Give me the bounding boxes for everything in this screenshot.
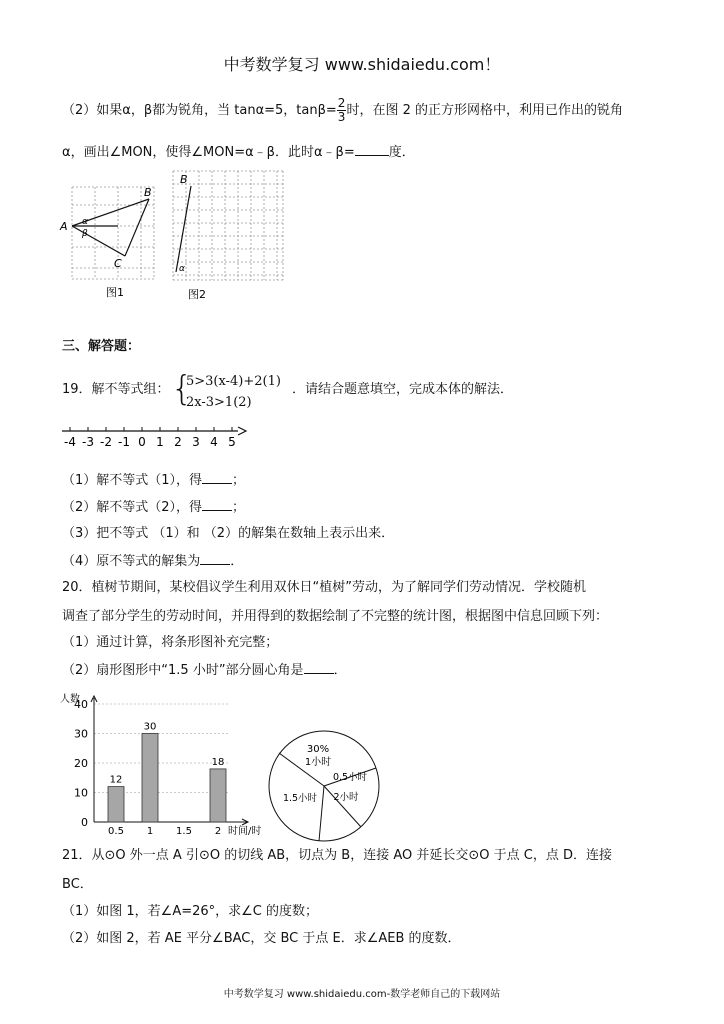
figure-1 — [58, 183, 168, 303]
fig1-label-beta: β — [82, 229, 88, 239]
fig2-ray — [176, 186, 191, 272]
bar-value-label: 18 — [211, 756, 225, 768]
number-line-label: -3 — [82, 435, 94, 449]
tan-beta-fraction — [337, 97, 347, 124]
bar-chart — [58, 688, 278, 838]
fig1-label-b: B — [144, 186, 152, 199]
q19-step4-text: （4）原不等式的解集为 — [62, 554, 201, 569]
inequality-1: 5>3(x-4)+2(1) — [186, 374, 281, 389]
pie-slice-label: 30% — [306, 744, 330, 755]
fig1-label-a: A — [60, 220, 68, 233]
q18-part2-text-d: 度． — [388, 145, 415, 160]
bar — [142, 734, 158, 823]
fig1-label-c: C — [114, 257, 122, 270]
bar — [108, 787, 124, 822]
number-line-label: 0 — [138, 435, 146, 449]
q19-stem: 19．解不等式组： — [62, 382, 170, 397]
fig1-label-alpha: α — [82, 217, 88, 227]
q20-part1: （1）通过计算，将条形图补充完整； — [62, 635, 279, 650]
q18-part2-line1 — [62, 97, 623, 124]
number-line — [60, 424, 250, 454]
number-line-label: -4 — [64, 435, 76, 449]
number-line-label: -2 — [100, 435, 112, 449]
answer-blank — [202, 498, 232, 511]
fraction-numerator: 2 — [337, 96, 346, 110]
fraction-denominator: 3 — [337, 110, 346, 124]
y-axis-label: 人数 — [60, 694, 80, 705]
q20-part2 — [62, 661, 347, 680]
fig1-caption: 图1 — [106, 286, 124, 299]
fig2-grid — [173, 171, 283, 280]
q20-line1: 20．植树节期间，某校倡议学生利用双休日“植树”劳动，为了解同学们劳动情况．学校随机 — [62, 580, 587, 595]
q21-line2: BC． — [62, 877, 93, 892]
answer-blank — [202, 471, 232, 484]
q19-step2-text: （2）解不等式（2），得 — [62, 500, 203, 515]
section-title: 三、解答题： — [62, 339, 141, 354]
y-tick-label: 0 — [81, 816, 88, 829]
q18-part2-line2 — [62, 143, 415, 162]
q19-step1-text: （1）解不等式（1），得 — [62, 473, 203, 488]
pie-slice-sublabel: 1小时 — [304, 757, 332, 768]
q21-part2: （2）如图 2，若 AE 平分∠BAC，交 BC 于点 E．求∠AEB 的度数． — [62, 931, 461, 946]
bar — [210, 769, 226, 822]
q21-part1: （1）如图 1，若∠A=26°，求∠C 的度数； — [62, 904, 319, 919]
q21-line1: 21．从⊙O 外一点 A 引⊙O 的切线 AB，切点为 B，连接 AO 并延长交⊙O 于点 C，点 D．连接 — [62, 848, 612, 863]
pie-slice-label: 1.5小时 — [282, 793, 318, 804]
page-header: 中考数学复习 www.shidaiedu.com！ — [223, 55, 501, 74]
answer-blank — [200, 552, 230, 565]
pie-chart — [264, 726, 384, 846]
x-tick-label: 1.5 — [176, 826, 192, 837]
answer-blank — [304, 661, 334, 674]
number-line-label: 5 — [228, 435, 236, 449]
q19-step4-end: ． — [230, 554, 244, 569]
number-line-ticks — [64, 427, 236, 449]
number-line-label: 2 — [174, 435, 182, 449]
bar-value-label: 30 — [143, 721, 157, 733]
q20-part2-end: ． — [333, 663, 347, 678]
y-tick-label: 10 — [74, 786, 88, 800]
y-tick-label: 30 — [74, 727, 88, 741]
bar-value-label: 12 — [109, 774, 123, 786]
fig2-label-b: B — [180, 173, 188, 186]
q20-line2: 调查了部分学生的劳动时间，并用得到的数据绘制了不完整的统计图，根据图中信息回顾下列： — [62, 609, 609, 624]
figure-2 — [168, 168, 288, 303]
q19-step4 — [62, 552, 243, 571]
x-tick-label: 0.5 — [108, 826, 124, 837]
q19-step2-end: ； — [232, 500, 246, 515]
pie-slice-label: 0.5小时 — [332, 772, 368, 783]
number-line-label: -1 — [118, 435, 130, 449]
q20-part2-text: （2）扇形图形中“1.5 小时”部分圆心角是 — [62, 663, 304, 678]
number-line-label: 3 — [192, 435, 200, 449]
x-tick-label: 1 — [146, 826, 154, 837]
number-line-label: 1 — [156, 435, 164, 449]
number-line-label: 4 — [210, 435, 218, 449]
page-footer: 中考数学复习 www.shidaiedu.com-数学老师自己的下载网站 — [223, 989, 501, 1000]
pie-slice-label: 2小时 — [333, 792, 359, 803]
fig1-triangle — [72, 199, 149, 256]
x-axis-label: 时间/时 — [228, 826, 262, 837]
q19-step1 — [62, 471, 245, 490]
q18-part2-text-c: α，画出∠MON，使得∠MON=α﹣β．此时α﹣β= — [62, 145, 355, 160]
q18-part2-text-a: （2）如果α，β都为锐角，当 tanα=5，tanβ= — [62, 103, 337, 118]
number-line-arrow — [238, 427, 246, 435]
q19-step1-end: ； — [232, 473, 246, 488]
y-tick-label: 40 — [74, 698, 88, 711]
q18-part2-text-b: 时，在图 2 的正方形网格中，利用已作出的锐角 — [346, 103, 623, 118]
x-tick-label: 2 — [214, 826, 222, 837]
system-brace: { — [171, 369, 193, 409]
q19-step2 — [62, 498, 245, 517]
q19-step3: （3）把不等式 （1）和 （2）的解集在数轴上表示出来． — [62, 526, 395, 541]
y-tick-label: 20 — [74, 757, 88, 770]
fig2-label-alpha: α — [179, 264, 185, 274]
inequality-2: 2x-3>1(2) — [186, 395, 252, 410]
answer-blank — [355, 143, 389, 156]
q19-stem-end: ．请结合题意填空，完成本体的解法． — [292, 382, 514, 397]
fig2-caption: 图2 — [188, 288, 206, 301]
